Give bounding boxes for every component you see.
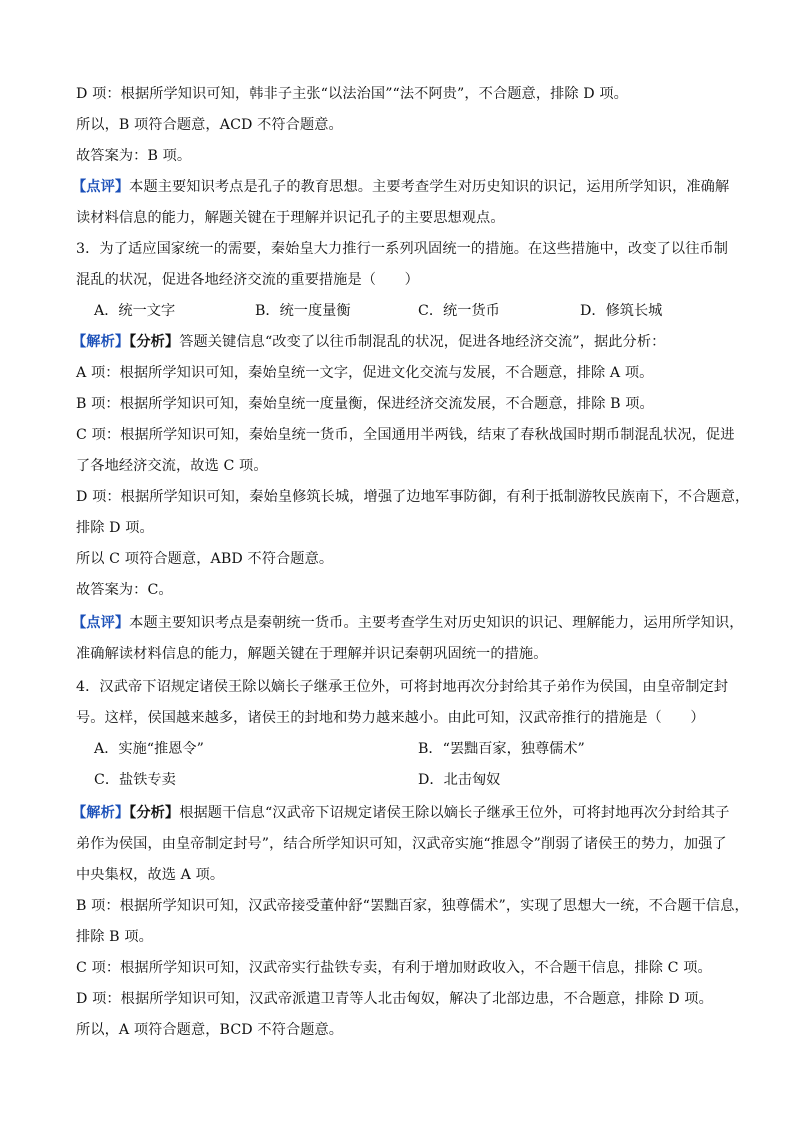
question-3-stem: 3．为了适应国家统一的需要，秦始皇大力推行一系列巩固统一的措施。在这些措施中，改变了以往币制 (76, 241, 729, 257)
q3-option-a: A．统一文字 (94, 303, 176, 319)
text-line: 所以，B 项符合题意，ACD 不符合题意。 (76, 117, 343, 133)
comment-text: 本题主要知识考点是秦朝统一货币。主要考查学生对历史知识的识记、理解能力，运用所学知识， (129, 615, 744, 631)
question-4-stem: 4．汉武帝下诏规定诸侯王除以嫡长子继承王位外，可将封地再次分封给其子弟作为侯国，由皇帝制定封 (76, 679, 729, 695)
q3-option-d: D．修筑长城 (580, 303, 663, 319)
text-line: 读材料信息的能力，解题关键在于理解并识记孔子的主要思想观点。 (76, 210, 505, 226)
comment-line (72, 613, 744, 633)
text-line: B 项：根据所学知识可知，汉武帝接受董仲舒“罢黜百家，独尊儒术”，实现了思想大一统，不合题干信息， (76, 898, 749, 914)
text-line: 排除 B 项。 (76, 929, 153, 945)
q3-option-b: B．统一度量衡 (255, 303, 351, 319)
text-line: C 项：根据所学知识可知，汉武帝实行盐铁专卖，有利于增加财政收入，不合题干信息，排除 C 项。 (76, 960, 712, 976)
text-line: 中央集权，故选 A 项。 (76, 867, 225, 883)
text-line: 了各地经济交流，故选 C 项。 (76, 458, 268, 474)
text-line: 所以，A 项符合题意，BCD 不符合题意。 (76, 1022, 344, 1038)
text-line: A 项：根据所学知识可知，秦始皇统一文字，促进文化交流与发展，不合题意，排除 A 项。 (76, 365, 654, 381)
comment-tag: 【点评】 (72, 179, 130, 195)
q4-option-b: B．“罢黜百家，独尊儒术” (418, 741, 585, 757)
text-line: D 项：根据所学知识可知，韩非子主张“以法治国”“法不阿贵”，不合题意，排除 D 项。 (76, 86, 628, 102)
fenxi-tag: 【分析】 (129, 805, 180, 821)
text-line: B 项：根据所学知识可知，秦始皇统一度量衡，保进经济交流发展，不合题意，排除 B 项。 (76, 396, 654, 412)
text-line: 故答案为：C。 (76, 582, 173, 598)
q4-option-a: A．实施“推恩令” (94, 741, 204, 757)
text-line: 排除 D 项。 (76, 520, 154, 536)
comment-text: 本题主要知识考点是孔子的教育思想。主要考查学生对历史知识的识记，运用所学知识，准确解 (129, 179, 730, 195)
analysis-line (72, 332, 722, 352)
analysis-text: 根据题干信息“汉武帝下诏规定诸侯王除以嫡长子继承王位外，可将封地再次分封给其子 (179, 805, 730, 821)
text-line: D 项：根据所学知识可知，秦始皇修筑长城，增强了边地军事防御，有利于抵制游牧民族南下，不合题意， (76, 489, 750, 505)
q4-option-d: D．北击匈奴 (418, 772, 501, 788)
analysis-tag: 【解析】 (72, 334, 130, 350)
analysis-text: 答题关键信息“改变了以往币制混乱的状况，促进各地经济交流”，据此分析： (179, 334, 666, 350)
text-line: 准确解读材料信息的能力，解题关键在于理解并识记秦朝巩固统一的措施。 (76, 646, 548, 662)
q3-option-c: C．统一货币 (418, 303, 500, 319)
question-3-stem: 混乱的状况，促进各地经济交流的重要措施是（ ） (76, 272, 419, 288)
text-line: C 项：根据所学知识可知，秦始皇统一货币，全国通用半两钱，结束了春秋战国时期币制混乱状况，促进 (76, 427, 735, 443)
q4-option-c: C．盐铁专卖 (94, 772, 176, 788)
fenxi-tag: 【分析】 (129, 334, 180, 350)
question-4-stem: 号。这样，侯国越来越多，诸侯王的封地和势力越来越小。由此可知，汉武帝推行的措施是（ ） (76, 710, 705, 726)
analysis-tag: 【解析】 (72, 805, 130, 821)
text-line: 弟作为侯国，由皇帝制定封号”，结合所学知识可知，汉武帝实施“推恩令”削弱了诸侯王的势力，加强了 (76, 836, 727, 852)
analysis-line (72, 803, 730, 823)
text-line: 故答案为：B 项。 (76, 148, 192, 164)
comment-tag: 【点评】 (72, 615, 130, 631)
text-line: D 项：根据所学知识可知，汉武帝派遣卫青等人北击匈奴，解决了北部边患，不合题意，排除 D 项。 (76, 991, 713, 1007)
text-line: 所以 C 项符合题意，ABD 不符合题意。 (76, 551, 334, 567)
comment-line (72, 177, 730, 197)
